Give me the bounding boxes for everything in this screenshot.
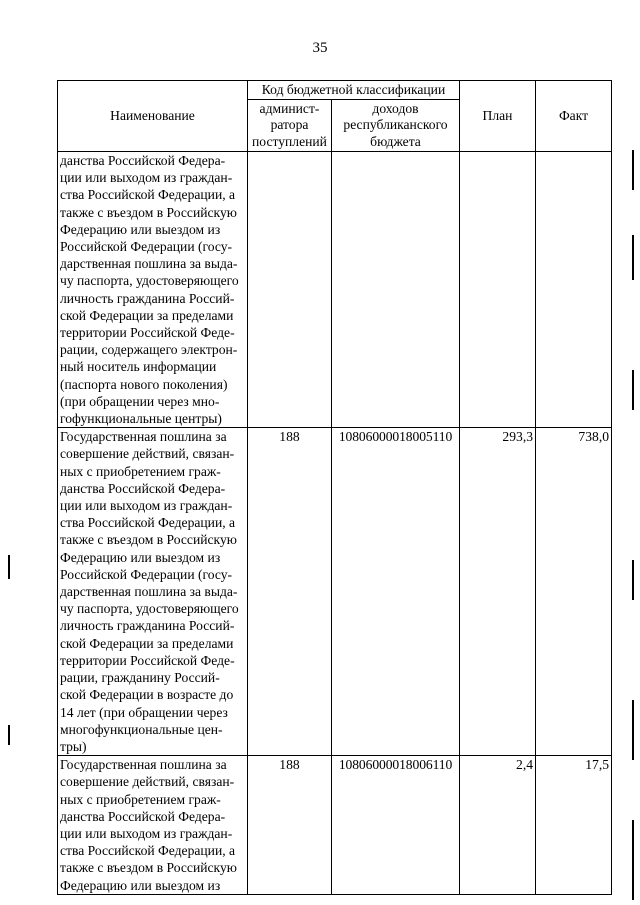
row-name: данства Российской Федера- ции или выходом из граждан- ства Российской Федерации, а также с въездом в Российскую Федерацию или выездом из Российской Федерации (госу- дарственная пошлина за выда- чу паспорта, удостоверяющего личность гражданина Россий- ской Федерации за пределами территории Российской Феде- рации, содержащего электрон- ный носитель информации (паспорта нового поколения) (при обращении через мно- гофункциональные центры) [60,153,239,427]
scan-mark [632,700,634,760]
header-plan [460,81,536,152]
row-name-cell [58,756,248,895]
row-code: 10806000018005110 [332,428,460,756]
budget-revenue-table [57,80,612,895]
row-code: 10806000018006110 [332,756,460,895]
row-administrator: 188 [248,428,332,756]
row-name: Государственная пошлина за совершение действий, связан- ных с приобретением граж- данства Российской Федера- ции или выходом из граждан- ства Российской Федерации, а также с въездом в Российскую Федерацию или выездом из Российской Федерации (госу- дарственная пошлина за выда- чу паспорта, удостоверяющего личность гражданина Россий- ской Федерации за пределами территории Российской Феде- рации, гражданину Россий- ской Федерации в возрасте до 14 лет (при обращении через многофункциональные цен- тры) [60,429,239,754]
header-administrator-label: админист- ратора поступлений [252,100,327,149]
header-budget-code-label: Код бюджетной классификации [261,81,446,97]
scan-mark [632,235,634,280]
header-plan-label: План [482,107,513,123]
row-plan: 293,3 [460,428,536,756]
scan-mark [632,150,634,190]
scan-mark [632,370,634,410]
scan-mark [632,560,634,600]
row-name-cell [58,152,248,428]
row-name-cell [58,428,248,756]
row-plan: 2,4 [460,756,536,895]
table-row [58,756,612,895]
header-name-label: Наименование [110,107,195,123]
scan-mark [8,725,10,745]
table-row [58,428,612,756]
page-number: 35 [312,40,328,56]
scan-mark [632,820,634,900]
row-administrator [248,152,332,428]
header-fact-label: Факт [558,107,589,123]
header-administrator [248,100,332,152]
row-plan [460,152,536,428]
row-fact [536,152,612,428]
row-fact: 738,0 [536,428,612,756]
table-row [58,152,612,428]
row-fact: 17,5 [536,756,612,895]
header-row-top [58,81,612,100]
header-revenue-label: доходов республиканского бюджета [343,100,448,149]
row-name: Государственная пошлина за совершение действий, связан- ных с приобретением граж- данства Российской Федера- ции или выходом из граждан- ства Российской Федерации, а также с въездом в Российскую Федерацию или выездом из [60,757,237,893]
row-code [332,152,460,428]
header-budget-code-group [248,81,460,100]
header-revenue [332,100,460,152]
scan-mark [8,555,10,579]
row-administrator: 188 [248,756,332,895]
header-fact [536,81,612,152]
header-name [58,81,248,152]
